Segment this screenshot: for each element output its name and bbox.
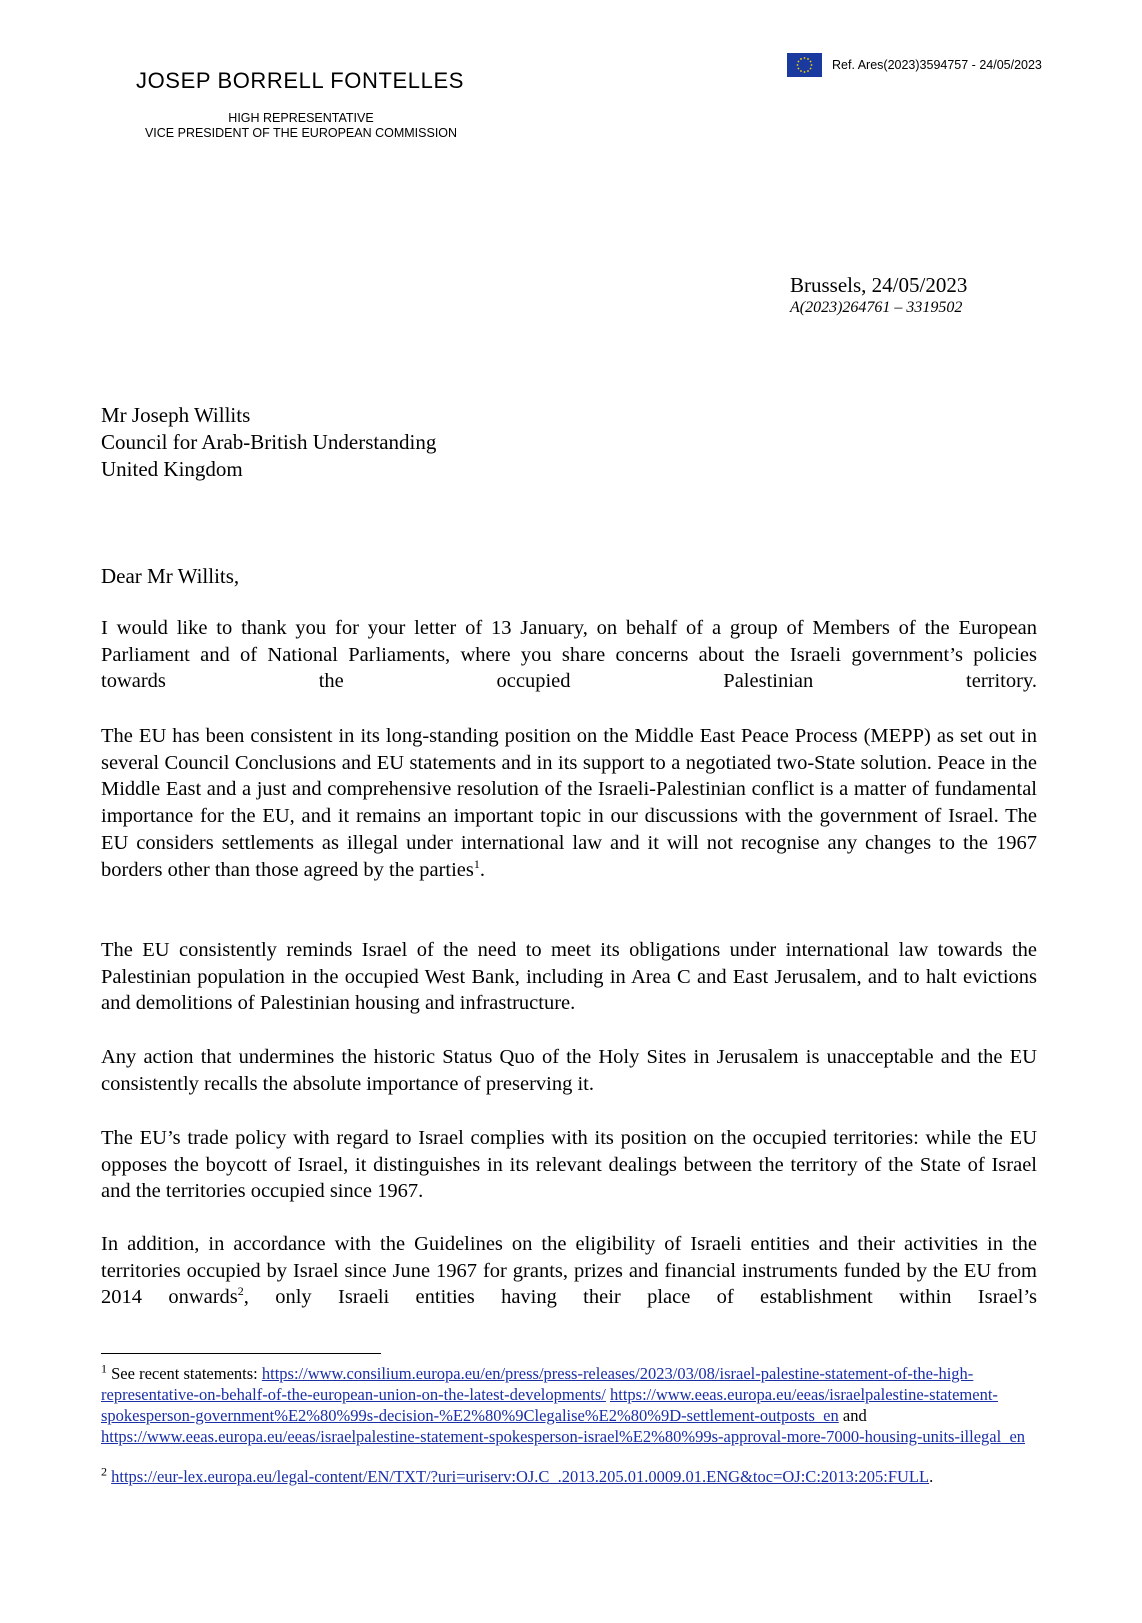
footnote-1-link-eeas-outposts[interactable]: https://www.eeas.europa.eu/eeas/israelpalestine-statement-spokesperson-government%E2%80%99s-decision-%E2%80%9Clegalise%E2%80%9D-settlement-outposts_en [101, 1385, 998, 1425]
body-paragraph-6 [101, 1231, 1037, 1311]
footnote-1-link-consilium[interactable]: https://www.consilium.europa.eu/en/press/press-releases/2023/03/08/israel-palestine-statement-of-the-high-representative-on-behalf-of-the-european-union-on-the-latest-developments/ [101, 1364, 974, 1404]
eu-star-icon [804, 57, 806, 59]
footnote-ref-2[interactable]: 2 [237, 1284, 244, 1299]
eu-star-icon [798, 61, 800, 63]
body-paragraph-2 [101, 723, 1037, 883]
ares-reference: Ref. Ares(2023)3594757 - 24/05/2023 [832, 58, 1042, 72]
body-paragraph-3: The EU consistently reminds Israel of the need to meet its obligations under international law towards the Palestinian population in the occupied West Bank, including in Area C and East Jerusalem, and to halt evictions and demolitions of Palestinian housing and infrastructure. [101, 939, 1037, 1015]
eu-star-icon [797, 64, 799, 66]
footnote-1 [101, 1363, 1037, 1447]
eu-star-icon [810, 61, 812, 63]
body-paragraph-1: I would like to thank you for your letter of 13 January, on behalf of a group of Members of the European Parliament and of National Parliaments, where you share concerns about the Israeli government’s policies towards the occupied Palestinian territory. [101, 617, 1037, 693]
eu-star-icon [807, 58, 809, 60]
eu-flag-icon [787, 53, 822, 77]
footnote-separator [101, 1353, 381, 1354]
footnote-1-link-eeas-housing[interactable]: https://www.eeas.europa.eu/eeas/israelpalestine-statement-spokesperson-israel%E2%80%99s-approval-more-7000-housing-units-illegal_en [101, 1427, 1026, 1446]
sender-name: JOSEP BORRELL FONTELLES [136, 68, 465, 93]
sender-title-2: VICE PRESIDENT OF THE EUROPEAN COMMISSION [144, 126, 458, 140]
eu-star-icon [800, 58, 802, 60]
footnote-ref-1[interactable]: 1 [473, 856, 480, 871]
reference-number: A(2023)264761 – 3319502 [790, 299, 963, 316]
footnote-1-mark: 1 [101, 1361, 107, 1376]
footnote-2-link-eurlex[interactable]: https://eur-lex.europa.eu/legal-content/EN/TXT/?uri=uriserv:OJ.C_.2013.205.01.0009.01.ENG&toc=OJ:C:2013:205:FULL [111, 1467, 930, 1486]
place-date: Brussels, 24/05/2023 [790, 273, 968, 297]
eu-star-icon [804, 71, 806, 73]
paragraph-6-text-cont: , only Israeli entities having their place of establishment within Israel’s [243, 1286, 1037, 1309]
footnote-2-mark: 2 [101, 1464, 107, 1479]
eu-star-icon [800, 70, 802, 72]
body-paragraph-5: The EU’s trade policy with regard to Israel complies with its position on the occupied territories: while the EU opposes the boycott of Israel, it distinguishes in its relevant dealings between the territory of the State of Israel and the territories occupied since 1967. [101, 1127, 1037, 1203]
sender-title-1: HIGH REPRESENTATIVE [228, 111, 374, 125]
footnote-1-prefix: See recent statements: [107, 1364, 262, 1383]
eu-flag-stars [787, 53, 822, 77]
body-paragraph-4: Any action that undermines the historic Status Quo of the Holy Sites in Jerusalem is unacceptable and the EU consistently recalls the absolute importance of preserving it. [101, 1046, 1037, 1095]
recipient-organisation: Council for Arab-British Understanding [101, 430, 437, 454]
footnote-2 [101, 1466, 1037, 1487]
footnote-1-and: and [838, 1406, 867, 1425]
recipient-country: United Kingdom [101, 457, 243, 481]
recipient-name: Mr Joseph Willits [101, 403, 251, 427]
paragraph-6-text: In addition, in accordance with the Guidelines on the eligibility of Israeli entities and their activities in the territories occupied by Israel since June 1967 for grants, prizes and financial instruments funded by the EU from 2014 onwards [101, 1233, 1037, 1309]
footnote-2-end: . [929, 1467, 934, 1486]
eu-star-icon [811, 64, 813, 66]
eu-star-icon [807, 70, 809, 72]
eu-star-icon [798, 68, 800, 70]
eu-star-icon [810, 68, 812, 70]
paragraph-2-end: . [479, 858, 485, 881]
paragraph-2-text: The EU has been consistent in its long-standing position on the Middle East Peace Process (MEPP) as set out in several Council Conclusions and EU statements and in its support to a negotiated two-State solution. Peace in the Middle East and a just and comprehensive resolution of the Israeli-Palestinian conflict is a matter of fundamental importance for the EU, and it remains an important topic in our discussions with the government of Israel. The EU considers settlements as illegal under international law and it will not recognise any changes to the 1967 borders other than those agreed by the parties [101, 725, 1037, 881]
salutation: Dear Mr Willits, [101, 564, 240, 588]
